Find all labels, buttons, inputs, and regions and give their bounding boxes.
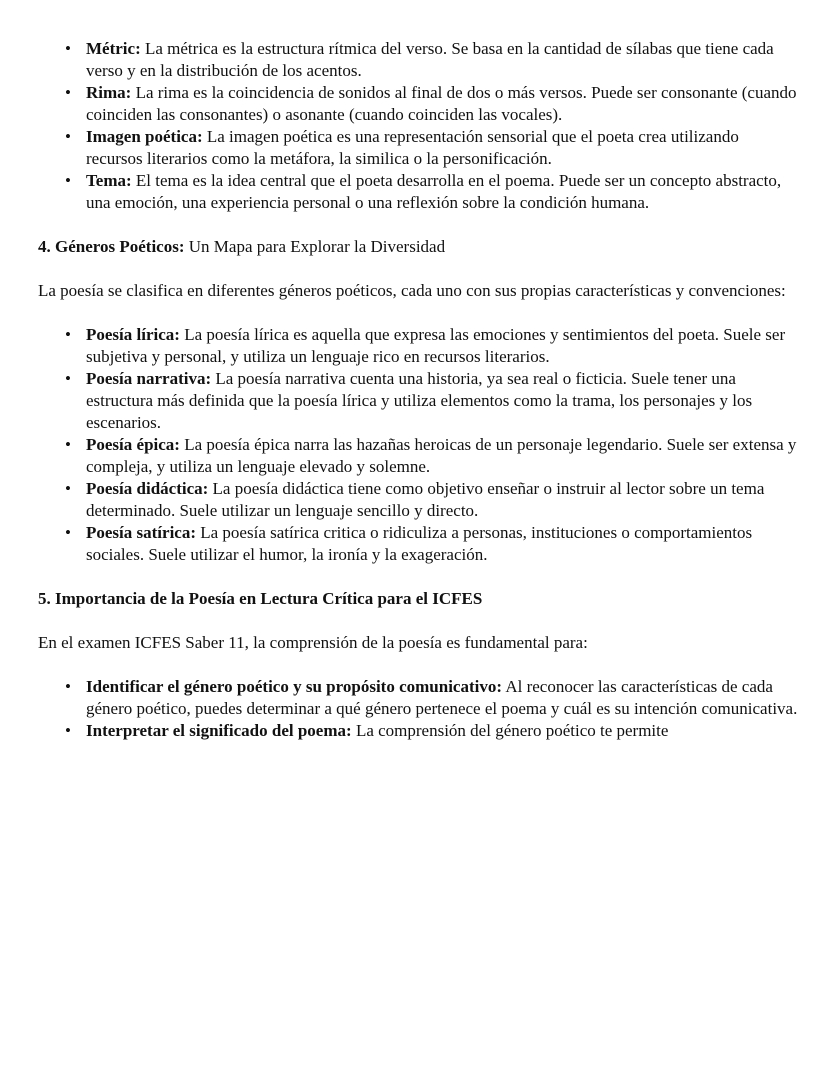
item-term: Poesía épica:	[86, 435, 180, 454]
list-item	[65, 324, 798, 368]
section5-heading: 5. Importancia de la Poesía en Lectura Crítica para el ICFES	[38, 589, 483, 608]
bullet-icon: •	[65, 677, 71, 696]
item-text: La imagen poética es una representación sensorial que el poeta crea utilizando recursos literarios como la metáfora, la similica o la personificación.	[86, 127, 739, 168]
section4-heading-subtitle: Un Mapa para Explorar la Diversidad	[184, 237, 446, 256]
list-item	[65, 478, 798, 522]
list-item	[65, 126, 798, 170]
list-item	[65, 720, 798, 742]
list-item	[65, 368, 798, 434]
bullet-icon: •	[65, 127, 71, 146]
section5-intro: En el examen ICFES Saber 11, la comprensión de la poesía es fundamental para:	[38, 633, 588, 652]
bullet-icon: •	[65, 435, 71, 454]
list-item	[65, 38, 798, 82]
item-text: La poesía épica narra las hazañas heroicas de un personaje legendario. Suele ser extensa y compleja, y utiliza un lenguaje elevado y solemne.	[86, 435, 797, 476]
item-text: La comprensión del género poético te permite	[351, 721, 669, 740]
item-text: El tema es la idea central que el poeta desarrolla en el poema. Puede ser un concepto abstracto, una emoción, una experiencia personal o una reflexión sobre la condición humana.	[86, 171, 782, 212]
item-term: Tema:	[86, 171, 132, 190]
item-term: Identificar el género poético y su propósito comunicativo:	[86, 677, 503, 696]
bullet-icon: •	[65, 523, 71, 542]
list-item	[65, 676, 798, 720]
item-term: Poesía didáctica:	[86, 479, 209, 498]
list-item	[65, 170, 798, 214]
item-term: Rima:	[86, 83, 132, 102]
list-item	[65, 82, 798, 126]
list-item	[65, 522, 798, 566]
section4-list	[38, 324, 798, 566]
section4-heading	[38, 236, 798, 258]
document-page	[38, 38, 798, 742]
bullet-icon: •	[65, 83, 71, 102]
item-text: La poesía narrativa cuenta una historia, ya sea real o ficticia. Suele tener una estructura más definida que la poesía lírica y utiliza elementos como la trama, los personajes y los escenarios.	[86, 369, 753, 432]
item-text: Al reconocer las características de cada género poético, puedes determinar a qué género pertenece el poema y cuál es su intención comunicativa.	[86, 677, 798, 718]
item-text: La poesía lírica es aquella que expresa las emociones y sentimientos del poeta. Suele ser subjetiva y personal, y utiliza un lenguaje rico en recursos literarios.	[86, 325, 786, 366]
section3-list	[38, 38, 798, 214]
item-term: Interpretar el significado del poema:	[86, 721, 352, 740]
item-term: Métric:	[86, 39, 141, 58]
bullet-icon: •	[65, 171, 71, 190]
item-text: La poesía didáctica tiene como objetivo enseñar o instruir al lector sobre un tema determinado. Suele utilizar un lenguaje sencillo y directo.	[86, 479, 765, 520]
item-term: Poesía satírica:	[86, 523, 196, 542]
item-text: La métrica es la estructura rítmica del verso. Se basa en la cantidad de sílabas que tiene cada verso y en la distribución de los acentos.	[86, 39, 774, 80]
bullet-icon: •	[65, 39, 71, 58]
item-text: La poesía satírica critica o ridiculiza a personas, instituciones o comportamientos sociales. Suele utilizar el humor, la ironía y la exageración.	[86, 523, 753, 564]
item-term: Poesía narrativa:	[86, 369, 212, 388]
section4-intro: La poesía se clasifica en diferentes géneros poéticos, cada uno con sus propias características y convenciones:	[38, 281, 786, 300]
item-text: La rima es la coincidencia de sonidos al final de dos o más versos. Puede ser consonante (cuando coinciden las consonantes) o asonante (cuando coinciden las vocales).	[86, 83, 797, 124]
bullet-icon: •	[65, 479, 71, 498]
item-term: Imagen poética:	[86, 127, 203, 146]
item-term: Poesía lírica:	[86, 325, 180, 344]
bullet-icon: •	[65, 325, 71, 344]
bullet-icon: •	[65, 721, 71, 740]
bullet-icon: •	[65, 369, 71, 388]
section5-list	[38, 676, 798, 742]
section4-heading-number: 4. Géneros Poéticos:	[38, 237, 185, 256]
list-item	[65, 434, 798, 478]
